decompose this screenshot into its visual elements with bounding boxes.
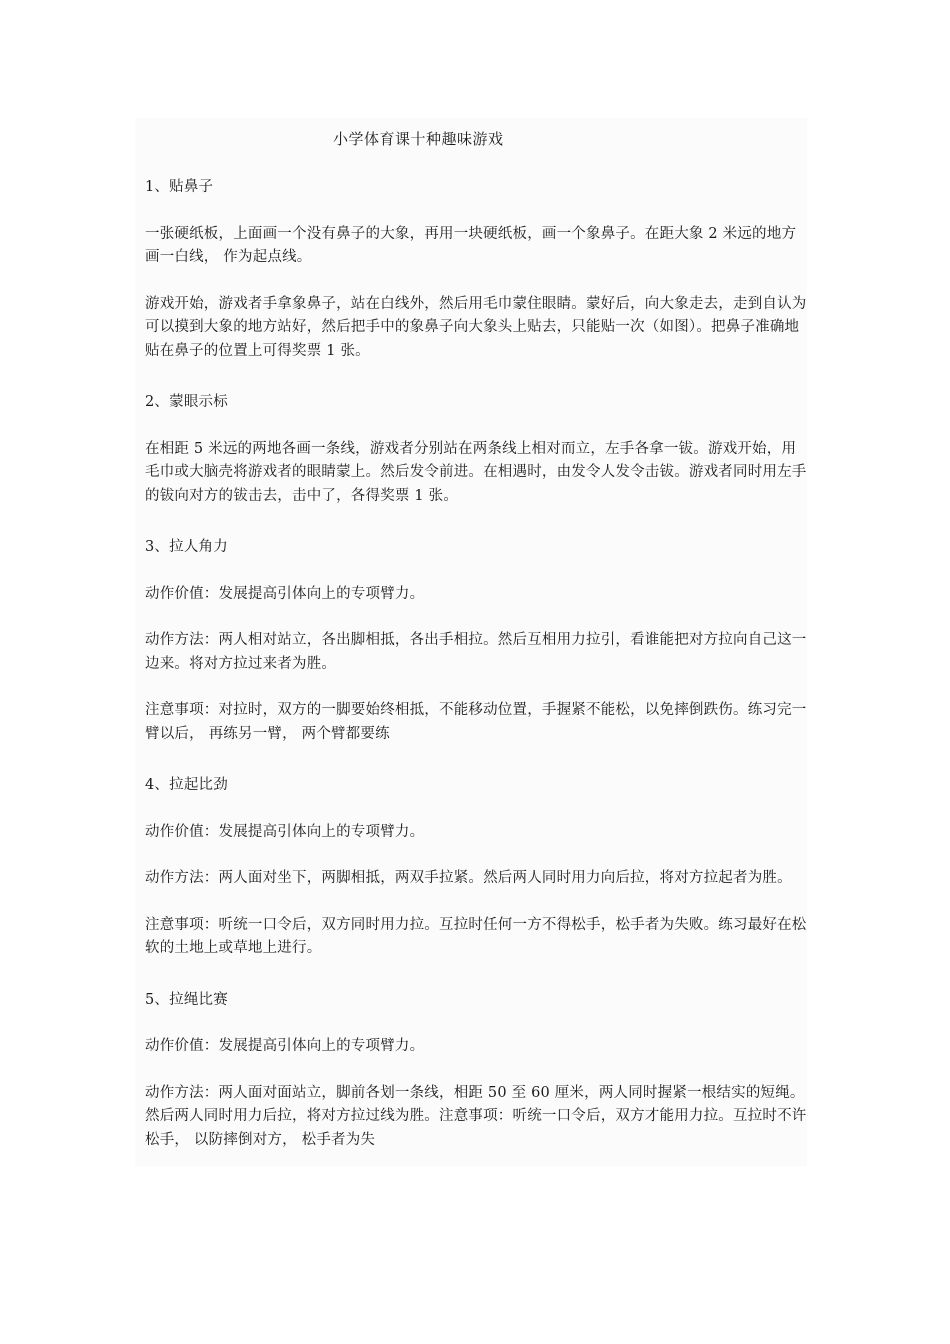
paragraph: 动作价值：发展提高引体向上的专项臂力。 bbox=[145, 1038, 425, 1054]
paragraph: 注意事项：对拉时，双方的一脚要始终相抵，不能移动位置，手握紧不能松，以免摔倒跌伤。练习完一臂以后， 再练另一臂， 两个臂都要练 bbox=[145, 702, 807, 742]
section-heading-2: 2、蒙眼示标 bbox=[145, 394, 228, 410]
section-heading-4: 4、拉起比劲 bbox=[145, 777, 228, 793]
paragraph: 动作方法：两人相对站立，各出脚相抵，各出手相拉。然后互相用力拉引，看谁能把对方拉向自己这一边来。将对方拉过来者为胜。 bbox=[145, 632, 807, 672]
paragraph: 动作方法：两人面对坐下，两脚相抵，两双手拉紧。然后两人同时用力向后拉，将对方拉起者为胜。 bbox=[145, 870, 792, 886]
paragraph: 注意事项：听统一口令后，双方同时用力拉。互拉时任何一方不得松手，松手者为失败。练习最好在松软的土地上或草地上进行。 bbox=[145, 916, 807, 956]
paragraph: 动作价值：发展提高引体向上的专项臂力。 bbox=[145, 823, 425, 840]
paragraph: 在相距 5 米远的两地各画一条线，游戏者分别站在两条线上相对而立，左手各拿一钹。游戏开始，用毛巾或大脑壳将游戏者的眼睛蒙上。然后发令前进。在相遇时，由发令人发令击钹。游戏者同时用左手的钹向对方的钹击去，击中了，各得奖票 1 张。 bbox=[145, 440, 807, 504]
paragraph: 动作方法：两人面对面站立，脚前各划一条线，相距 50 至 60 厘米，两人同时握紧一根结实的短绳。然后两人同时用力后拉，将对方拉过线为胜。注意事项：听统一口令后，双方才能用力拉。互拉时不许松手， 以防摔倒对方， 松手者为失 bbox=[145, 1084, 807, 1148]
section-heading-5: 5、拉绳比赛 bbox=[145, 991, 228, 1008]
section-heading-1: 1、贴鼻子 bbox=[145, 179, 214, 195]
document-page bbox=[135, 118, 807, 1166]
section-heading-3: 3、拉人角力 bbox=[145, 539, 228, 555]
document-title: 小学体育课十种趣味游戏 bbox=[333, 130, 504, 148]
paragraph: 动作价值：发展提高引体向上的专项臂力。 bbox=[145, 585, 425, 602]
paragraph: 游戏开始，游戏者手拿象鼻子，站在白线外，然后用毛巾蒙住眼睛。蒙好后，向大象走去，走到自认为可以摸到大象的地方站好，然后把手中的象鼻子向大象头上贴去，只能贴一次（如图）。把鼻子准确地贴在鼻子的位置上可得奖票 1 张。 bbox=[145, 295, 807, 359]
paragraph: 一张硬纸板，上面画一个没有鼻子的大象，再用一块硬纸板，画一个象鼻子。在距大象 2 米远的地方画一白线， 作为起点线。 bbox=[145, 225, 797, 265]
